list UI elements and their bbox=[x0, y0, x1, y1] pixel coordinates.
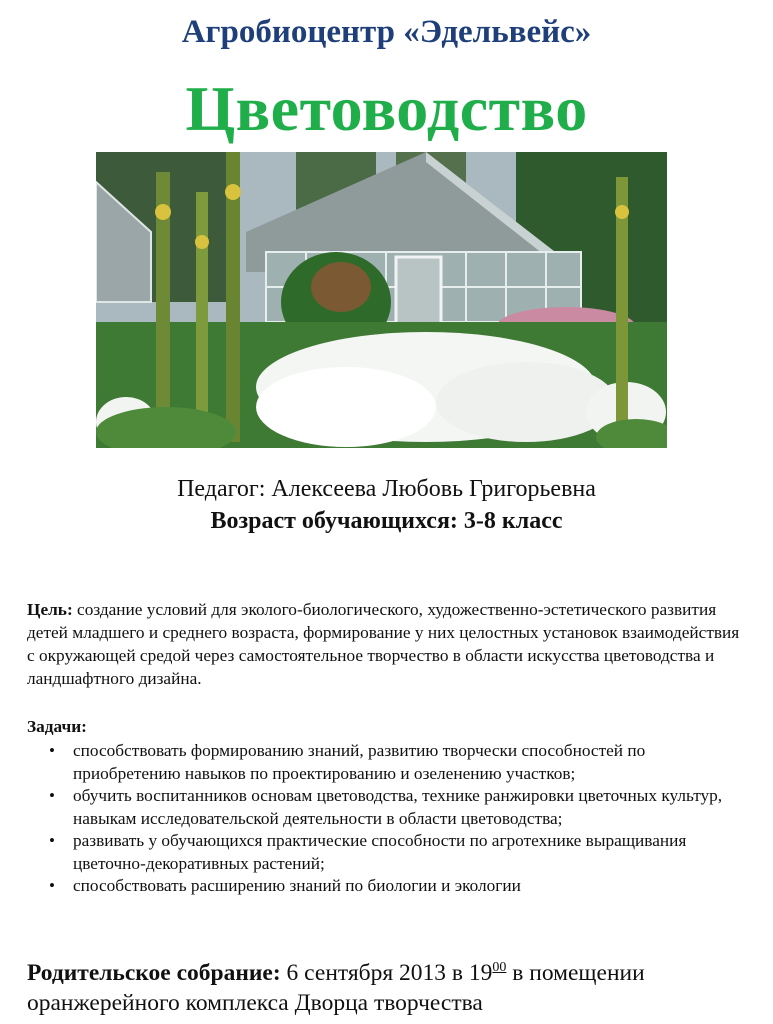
tasks-list bbox=[27, 740, 747, 898]
organization-title: Агробиоцентр «Эдельвейс» bbox=[181, 14, 592, 50]
list-item: • способствовать расширению знаний по биологии и экологии bbox=[27, 875, 747, 898]
list-item: • развивать у обучающихся практические способности по агротехнике выращивания цветочно-декоративных растений; bbox=[27, 830, 747, 875]
meeting-label: Родительское собрание: bbox=[27, 960, 281, 986]
tasks-heading: Задачи: bbox=[27, 717, 87, 736]
goal-text: создание условий для эколого-биологического, художественно-эстетического развития детей младшего и среднего возраста, формирование у них целостных установок взаимодействия с окружающей средой через самостоятельное творчество в области искусства цветоводства и ландшафтного дизайна. bbox=[27, 600, 740, 688]
meeting-time-minutes: 00 bbox=[492, 960, 507, 975]
list-item: • обучить воспитанников основам цветоводства, технике ранжировки цветочных культур, навыкам исследовательской деятельности в области цветоводства; bbox=[27, 785, 747, 830]
meeting-date: 6 сентября 2013 в 19 bbox=[280, 960, 493, 986]
teacher-name: Педагог: Алексеева Любовь Григорьевна bbox=[177, 476, 596, 502]
parent-meeting-notice bbox=[27, 958, 767, 1018]
greenhouse-photo bbox=[96, 152, 667, 448]
page-title: Цветоводство bbox=[185, 73, 588, 144]
list-item: • способствовать формированию знаний, развитию творчески способностей по приобретению навыков по проектированию и озеленению участков; bbox=[27, 740, 747, 785]
goal-label: Цель: bbox=[27, 600, 73, 619]
student-age: Возраст обучающихся: 3-8 класс bbox=[210, 508, 563, 534]
goal-paragraph bbox=[27, 598, 747, 690]
meeting-place: в помещении оранжерейного комплекса Дворца творчества bbox=[27, 960, 645, 1016]
